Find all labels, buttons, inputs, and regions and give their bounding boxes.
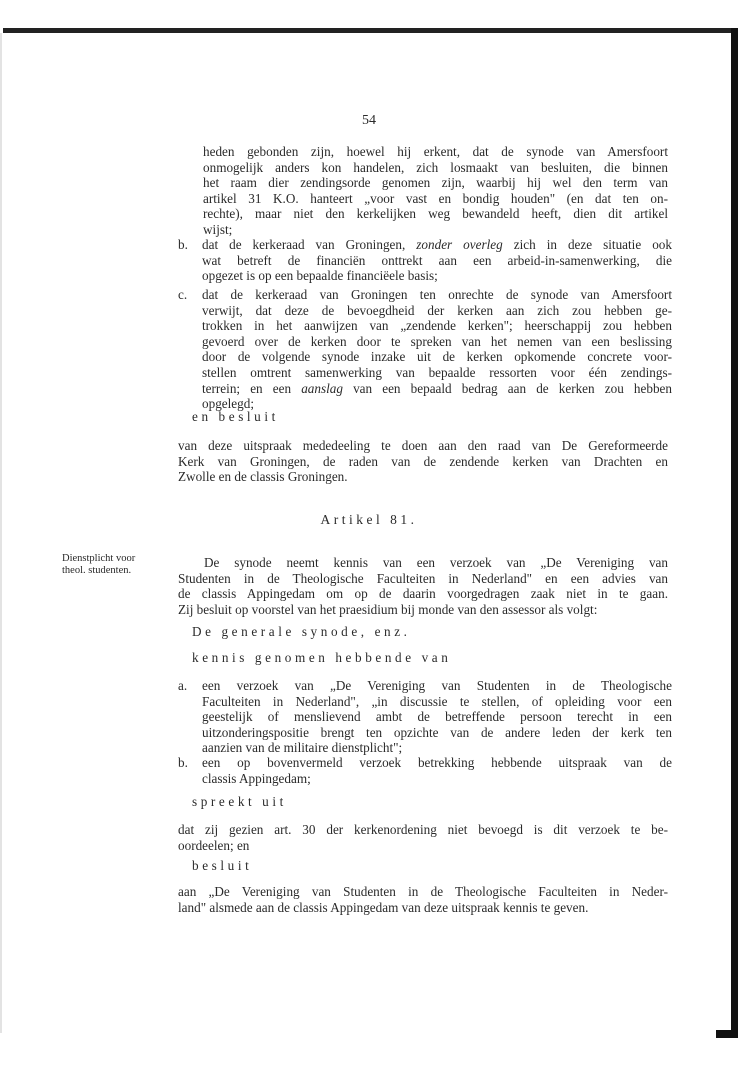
text-line: de classis Appingedam om op de daarin voorgedragen zaak niet in te gaan. [178,586,668,602]
generale-synode-heading: De generale synode, enz. [192,624,411,639]
spreekt-uit-heading: spreekt uit [192,794,287,809]
text-line: gevoerd over de kerken door te spreken van het nemen van een beslissing [202,333,672,349]
text-line: Studenten in de Theologische Faculteiten in Nederland" en een advies van [178,570,668,586]
text-line: opgezet is op een bepaalde financiëele basis; [202,268,438,284]
emphasis: aanslag [301,380,343,396]
article-intro [178,555,668,617]
text-line: stellen omtrent samenwerking van bepaalde ressorten voor één zendings- [202,364,672,380]
list-marker: c. [178,287,188,302]
text-line: classis Appingedam; [202,770,311,786]
text-line: dat zij gezien art. 30 der kerkenordening niet bevoegd is dit verzoek te be- [178,822,668,837]
text-line: Zwolle en de classis Groningen. [178,469,348,485]
text-line: dat de kerkeraad van Groningen ten onrechte de synode van Amersfoort [202,287,672,302]
text-line: Faculteiten in Nederland", „in discussie te stellen, of opleiding voor een [202,693,672,709]
text-line: van deze uitspraak mededeeling te doen aan den raad van De Gereformeerde [178,438,668,453]
final-decision-paragraph [178,884,668,915]
decision-paragraph [178,438,668,485]
kennis-genomen-heading: kennis genomen hebbende van [192,650,452,665]
text-line: een verzoek van „De Vereniging van Studenten in de Theologische [202,678,672,693]
margin-note-line: theol. studenten. [62,565,132,576]
page-number: 54 [362,113,376,128]
text-line: verwijt, dat deze de bevoegdheid der kerken aan zich zou hebben ge- [202,302,672,318]
text-line: dat de kerkeraad van Groningen, zonder overleg zich in deze situatie ook [202,237,672,252]
ruling-paragraph [178,822,668,853]
page-edge [0,33,2,1033]
text-line: het raam dier zendingsorde genomen zijn, waarbij hij wel den term van [203,175,668,191]
text-line: trokken in het aanwijzen van „zendende kerken"; heerschappij zou hebben [202,318,672,334]
emphasis: zonder overleg [416,237,503,252]
list-marker: a. [178,678,188,693]
text-line: De synode neemt kennis van een verzoek van „De Vereniging van [204,555,668,570]
margin-note [62,553,172,577]
en-besluit-heading: en besluit [192,409,279,424]
scan-border-right [731,28,738,1038]
list-marker: b. [178,237,188,252]
text-line: door de volgende synode inzake uit de kerken opkomende concrete voor- [202,349,672,365]
margin-note-line: Dienstplicht voor [62,553,136,564]
text-line: Zij besluit op voorstel van het praesidium bij monde van den assessor als volgt: [178,601,598,617]
besluit-heading: besluit [192,858,253,873]
scan-border-notch [716,1030,738,1038]
scan-border-top [0,28,738,33]
text-line: rechte), maar niet den kerkelijken weg bewandeld heeft, dien dit artikel [203,206,668,222]
article-heading: Artikel 81. [320,512,418,527]
text-line: terrein; en een aanslag van een bepaald bedrag aan de kerken zou hebben [202,380,672,396]
text-line: opgelegd; [202,396,255,412]
text-line: aan „De Vereniging van Studenten in de Theologische Faculteiten in Neder- [178,884,668,899]
text-line: wat betreft de financiën onttrekt aan een arbeid-in-samenwerking, die [202,252,672,268]
text-line: wijst; [203,221,233,237]
text-line: heden gebonden zijn, hoewel hij erkent, dat de synode van Amersfoort [203,144,668,159]
text-line: oordeelen; en [178,837,250,853]
text-line: land" alsmede aan de classis Appingedam van deze uitspraak kennis te geven. [178,899,589,915]
text-line: uitzonderingspositie brengt ten opzichte van de andere leden der kerk ten [202,724,672,740]
text-line: geestelijk of menslievend ambt de betreffende persoon terecht in een [202,709,672,725]
text-line: onmogelijk anders kon handelen, zich losmaakt van besluiten, die binnen [203,159,668,175]
list-marker: b. [178,755,188,770]
text-line: artikel 31 K.O. hanteert „voor vast en bondig houden" (en dat ten on- [203,190,668,206]
text-line: Kerk van Groningen, de raden van de zendende kerken van Drachten en [178,453,668,469]
intro-paragraph [203,144,668,238]
text-line: aanzien van de militaire dienstplicht"; [202,740,403,756]
text-line: een op bovenvermeld verzoek betrekking hebbende uitspraak van de [202,755,672,770]
